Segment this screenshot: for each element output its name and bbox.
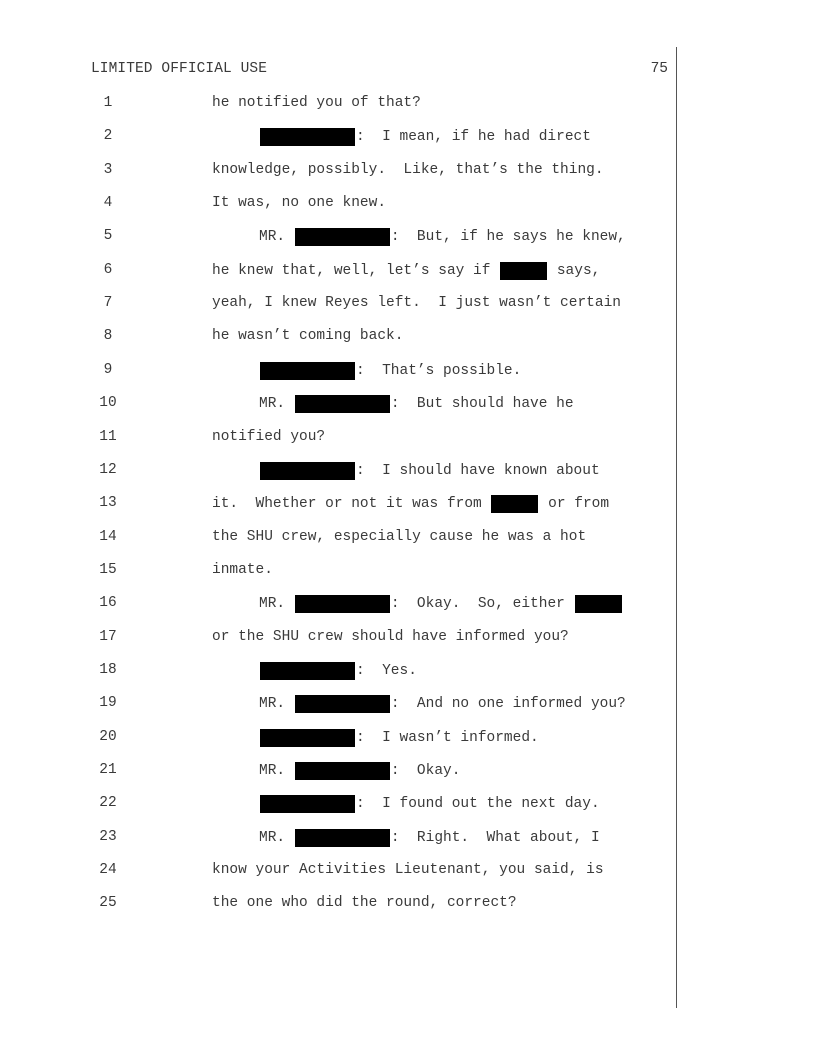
line-number: 23 xyxy=(99,829,117,845)
line-text xyxy=(259,695,626,713)
line-text xyxy=(259,362,521,380)
line-text xyxy=(259,228,626,246)
line-text xyxy=(259,729,539,747)
transcript-line xyxy=(0,893,816,915)
text-segment: : Yes. xyxy=(356,663,417,679)
redaction-block xyxy=(260,362,355,380)
transcript-line xyxy=(0,627,816,649)
line-number: 25 xyxy=(99,895,117,911)
line-text xyxy=(259,829,600,847)
text-segment: : But, if he says he knew, xyxy=(390,229,626,245)
line-number: 6 xyxy=(103,262,113,278)
transcript-line xyxy=(0,293,816,315)
line-number: 21 xyxy=(99,762,117,778)
redaction-block xyxy=(500,262,547,280)
text-segment: or the SHU crew should have informed you? xyxy=(212,629,569,645)
text-segment: he knew that, well, let’s say if xyxy=(212,263,500,279)
transcript-line xyxy=(0,160,816,182)
text-segment: : I should have known about xyxy=(356,463,600,479)
text-segment: it. Whether or not it was from xyxy=(212,496,491,512)
redaction-block xyxy=(295,762,390,780)
text-segment: he wasn’t coming back. xyxy=(212,328,404,344)
line-text xyxy=(212,529,586,545)
transcript-line xyxy=(0,193,816,215)
redaction-block xyxy=(295,228,390,246)
text-segment: : And no one informed you? xyxy=(390,696,626,712)
line-number: 19 xyxy=(99,695,117,711)
text-segment: or from xyxy=(539,496,610,512)
text-segment: : That’s possible. xyxy=(356,363,522,379)
line-number: 5 xyxy=(103,228,113,244)
text-segment: : I found out the next day. xyxy=(356,796,600,812)
text-segment: : Okay. xyxy=(390,763,461,779)
transcript-line xyxy=(0,226,816,248)
transcript-line xyxy=(0,93,816,115)
transcript-line xyxy=(0,393,816,415)
text-segment: inmate. xyxy=(212,562,273,578)
transcript-line xyxy=(0,427,816,449)
line-text xyxy=(212,95,421,111)
redaction-block xyxy=(260,462,355,480)
line-text xyxy=(212,895,517,911)
transcript-line xyxy=(0,360,816,382)
transcript-line xyxy=(0,326,816,348)
redaction-block xyxy=(295,695,390,713)
line-number: 3 xyxy=(103,162,113,178)
line-number: 22 xyxy=(99,795,117,811)
text-segment: : Right. What about, I xyxy=(390,830,600,846)
line-number: 16 xyxy=(99,595,117,611)
line-number: 20 xyxy=(99,729,117,745)
text-segment: the SHU crew, especially cause he was a hot xyxy=(212,529,587,545)
transcript-line xyxy=(0,760,816,782)
transcript-line xyxy=(0,493,816,515)
line-number: 9 xyxy=(103,362,113,378)
line-text xyxy=(212,495,609,513)
line-text xyxy=(212,429,325,445)
line-text xyxy=(212,629,569,645)
line-number: 24 xyxy=(99,862,117,878)
line-number: 4 xyxy=(103,195,113,211)
line-text xyxy=(212,195,386,211)
line-text xyxy=(212,162,604,178)
transcript-line xyxy=(0,527,816,549)
text-segment: knowledge, possibly. Like, that’s the thing. xyxy=(212,162,604,178)
line-number: 13 xyxy=(99,495,117,511)
text-segment: know your Activities Lieutenant, you said, is xyxy=(212,862,604,878)
redaction-block xyxy=(260,795,355,813)
text-segment: : But should have he xyxy=(390,396,574,412)
text-segment: MR. xyxy=(259,696,294,712)
line-text xyxy=(259,595,623,613)
line-number: 15 xyxy=(99,562,117,578)
transcript-line xyxy=(0,860,816,882)
text-segment: says, xyxy=(548,263,601,279)
line-number: 10 xyxy=(99,395,117,411)
text-segment: he notified you of that? xyxy=(212,95,421,111)
transcript-line xyxy=(0,660,816,682)
transcript-line xyxy=(0,593,816,615)
transcript-line xyxy=(0,260,816,282)
redaction-block xyxy=(260,128,355,146)
text-segment: It was, no one knew. xyxy=(212,195,387,211)
text-segment: MR. xyxy=(259,596,294,612)
line-text xyxy=(259,762,460,780)
line-text xyxy=(212,562,273,578)
transcript-line xyxy=(0,460,816,482)
redaction-block xyxy=(260,662,355,680)
text-segment: MR. xyxy=(259,830,294,846)
text-segment: yeah, I knew Reyes left. I just wasn’t certain xyxy=(212,295,621,311)
line-text xyxy=(212,295,621,311)
line-number: 12 xyxy=(99,462,117,478)
classification-header: LIMITED OFFICIAL USE xyxy=(91,61,268,77)
text-segment: MR. xyxy=(259,763,294,779)
transcript-line xyxy=(0,793,816,815)
line-number: 11 xyxy=(99,429,117,445)
transcript-line xyxy=(0,560,816,582)
line-text xyxy=(259,128,591,146)
line-number: 17 xyxy=(99,629,117,645)
transcript-line xyxy=(0,693,816,715)
redaction-block xyxy=(491,495,538,513)
line-text xyxy=(212,862,604,878)
line-number: 7 xyxy=(103,295,113,311)
text-segment: : I wasn’t informed. xyxy=(356,730,539,746)
text-segment: notified you? xyxy=(212,429,326,445)
line-text xyxy=(259,395,574,413)
line-text xyxy=(259,662,417,680)
text-segment: MR. xyxy=(259,229,294,245)
line-number: 1 xyxy=(103,95,113,111)
text-segment: MR. xyxy=(259,396,294,412)
line-text xyxy=(212,328,403,344)
page-number: 75 xyxy=(650,61,668,77)
line-number: 18 xyxy=(99,662,117,678)
line-text xyxy=(259,795,600,813)
line-number: 8 xyxy=(103,328,113,344)
redaction-block xyxy=(295,829,390,847)
transcript-line xyxy=(0,126,816,148)
transcript-line xyxy=(0,827,816,849)
line-text xyxy=(212,262,600,280)
line-text xyxy=(259,462,600,480)
redaction-block xyxy=(260,729,355,747)
text-segment: : Okay. So, either xyxy=(390,596,574,612)
redaction-block xyxy=(295,395,390,413)
text-segment: : I mean, if he had direct xyxy=(356,129,591,145)
line-number: 14 xyxy=(99,529,117,545)
transcript-line xyxy=(0,727,816,749)
text-segment: the one who did the round, correct? xyxy=(212,895,517,911)
redaction-block xyxy=(575,595,622,613)
redaction-block xyxy=(295,595,390,613)
line-number: 2 xyxy=(103,128,113,144)
